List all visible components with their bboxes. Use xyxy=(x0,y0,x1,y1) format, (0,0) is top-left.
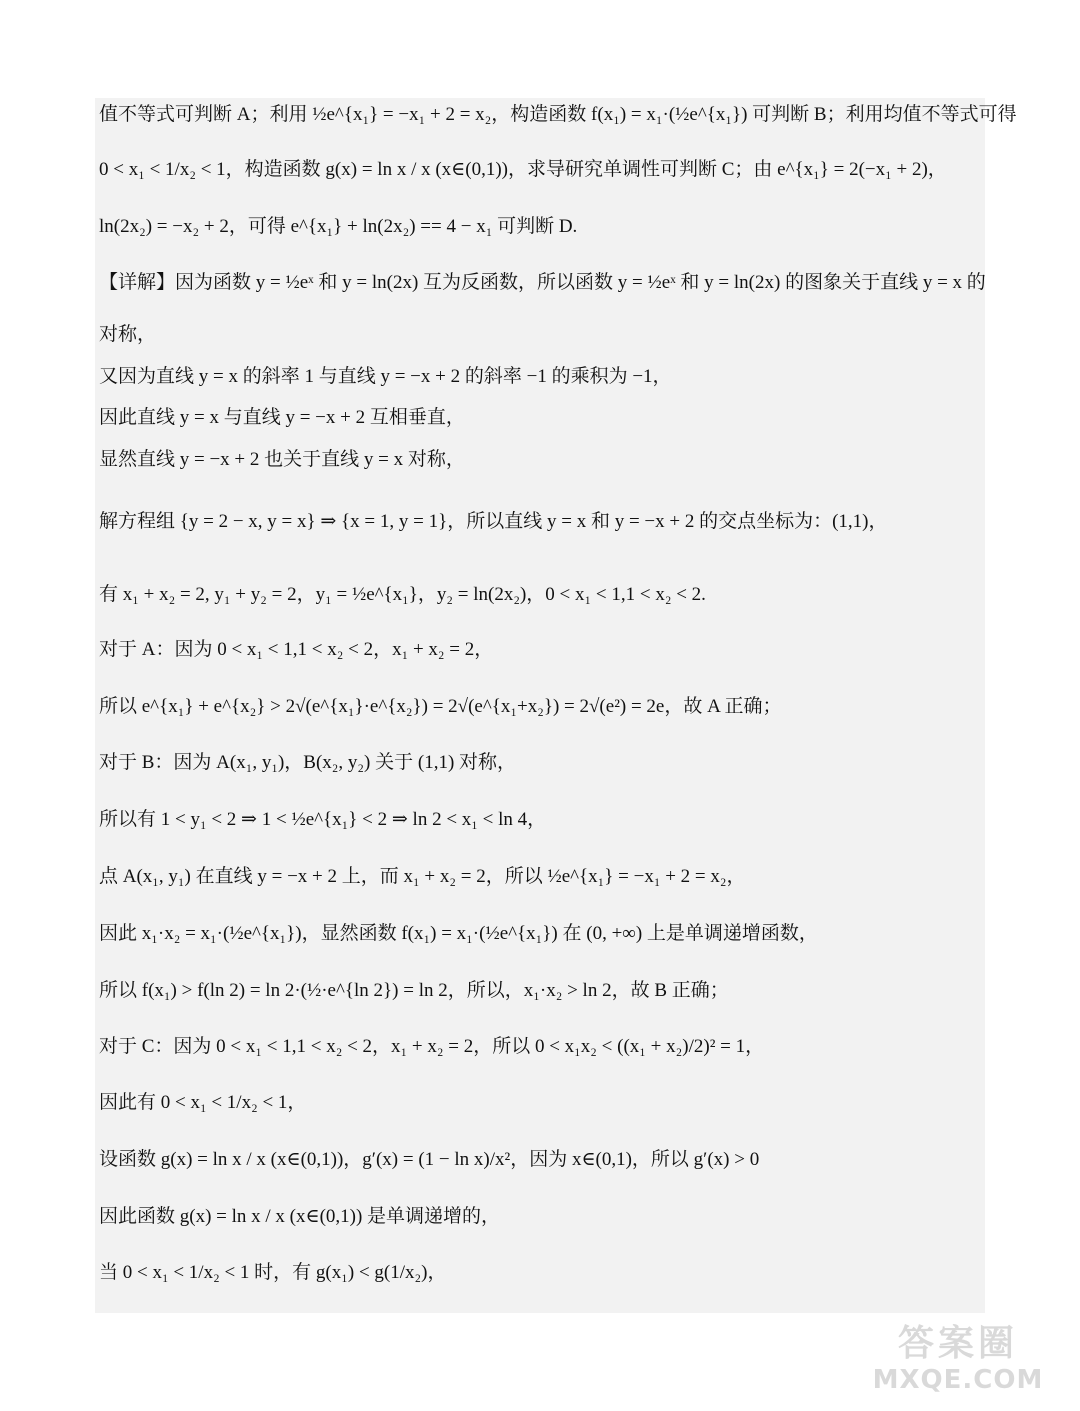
document-line: 因此有 0 < x₁ < 1/x₂ < 1， xyxy=(99,1092,307,1113)
document-line: 又因为直线 y = x 的斜率 1 与直线 y = −x + 2 的斜率 −1 的乘积为 −1， xyxy=(99,366,672,387)
document-line: 所以 e^{x₁} + e^{x₂} > 2√(e^{x₁}·e^{x₂}) = 2√(e^{x₁+x₂}) = 2√(e²) = 2e，故 A 正确； xyxy=(99,696,782,717)
document-line: 对于 A：因为 0 < x₁ < 1,1 < x₂ < 2，x₁ + x₂ = 2， xyxy=(99,639,494,660)
document-line: 对于 B：因为 A(x₁, y₁)，B(x₂, y₂) 关于 (1,1) 对称， xyxy=(99,752,517,773)
document-line: 有 x₁ + x₂ = 2, y₁ + y₂ = 2，y₁ = ½e^{x₁}，y₂ = ln(2x₂)，0 < x₁ < 1,1 < x₂ < 2. xyxy=(99,584,706,605)
document-line: 点 A(x₁, y₁) 在直线 y = −x + 2 上，而 x₁ + x₂ = 2，所以 ½e^{x₁} = −x₁ + 2 = x₂， xyxy=(99,866,746,887)
document-line: 所以有 1 < y₁ < 2 ⇒ 1 < ½e^{x₁} < 2 ⇒ ln 2 < x₁ < ln 4， xyxy=(99,809,547,830)
document-line: 显然直线 y = −x + 2 也关于直线 y = x 对称， xyxy=(99,449,465,470)
document-line: 当 0 < x₁ < 1/x₂ < 1 时，有 g(x₁) < g(1/x₂)， xyxy=(99,1262,447,1283)
watermark-text-2: MXQE.COM xyxy=(872,1365,1044,1395)
document-line: 解方程组 {y = 2 − x, y = x} ⇒ {x = 1, y = 1}，所以直线 y = x 和 y = −x + 2 的交点坐标为：(1,1)， xyxy=(99,511,888,532)
document-line: 设函数 g(x) = ln x / x (x∈(0,1))，g′(x) = (1 − ln x)/x²，因为 x∈(0,1)，所以 g′(x) > 0 xyxy=(99,1149,760,1170)
document-line: 0 < x₁ < 1/x₂ < 1，构造函数 g(x) = ln x / x (x∈(0,1))，求导研究单调性可判断 C；由 e^{x₁} = 2(−x₁ + 2)， xyxy=(99,159,947,180)
document-line: 因此直线 y = x 与直线 y = −x + 2 互相垂直， xyxy=(99,407,465,428)
document-line: 所以 f(x₁) > f(ln 2) = ln 2·(½·e^{ln 2}) = ln 2，所以，x₁·x₂ > ln 2，故 B 正确； xyxy=(99,980,729,1001)
document-line: ln(2x₂) = −x₂ + 2，可得 e^{x₁} + ln(2x₂) == 4 − x₁ 可判断 D. xyxy=(99,216,578,237)
document-line: 对称， xyxy=(99,324,157,345)
document-line: 因此函数 g(x) = ln x / x (x∈(0,1)) 是单调递增的， xyxy=(99,1206,501,1227)
document-line: 因此 x₁·x₂ = x₁·(½e^{x₁})，显然函数 f(x₁) = x₁·(½e^{x₁}) 在 (0, +∞) 上是单调递增函数， xyxy=(99,923,818,944)
watermark-text-1: 答案圈 xyxy=(897,1323,1018,1364)
watermark-logo xyxy=(858,1323,1058,1403)
document-line: 值不等式可判断 A；利用 ½e^{x₁} = −x₁ + 2 = x₂，构造函数 f(x₁) = x₁·(½e^{x₁}) 可判断 B；利用均值不等式可得 xyxy=(99,104,1017,125)
document-line: 【详解】因为函数 y = ½eˣ 和 y = ln(2x) 互为反函数，所以函数 y = ½eˣ 和 y = ln(2x) 的图象关于直线 y = x 的 xyxy=(99,272,986,293)
document-line: 对于 C：因为 0 < x₁ < 1,1 < x₂ < 2，x₁ + x₂ = 2，所以 0 < x₁x₂ < ((x₁ + x₂)/2)² = 1， xyxy=(99,1036,765,1057)
